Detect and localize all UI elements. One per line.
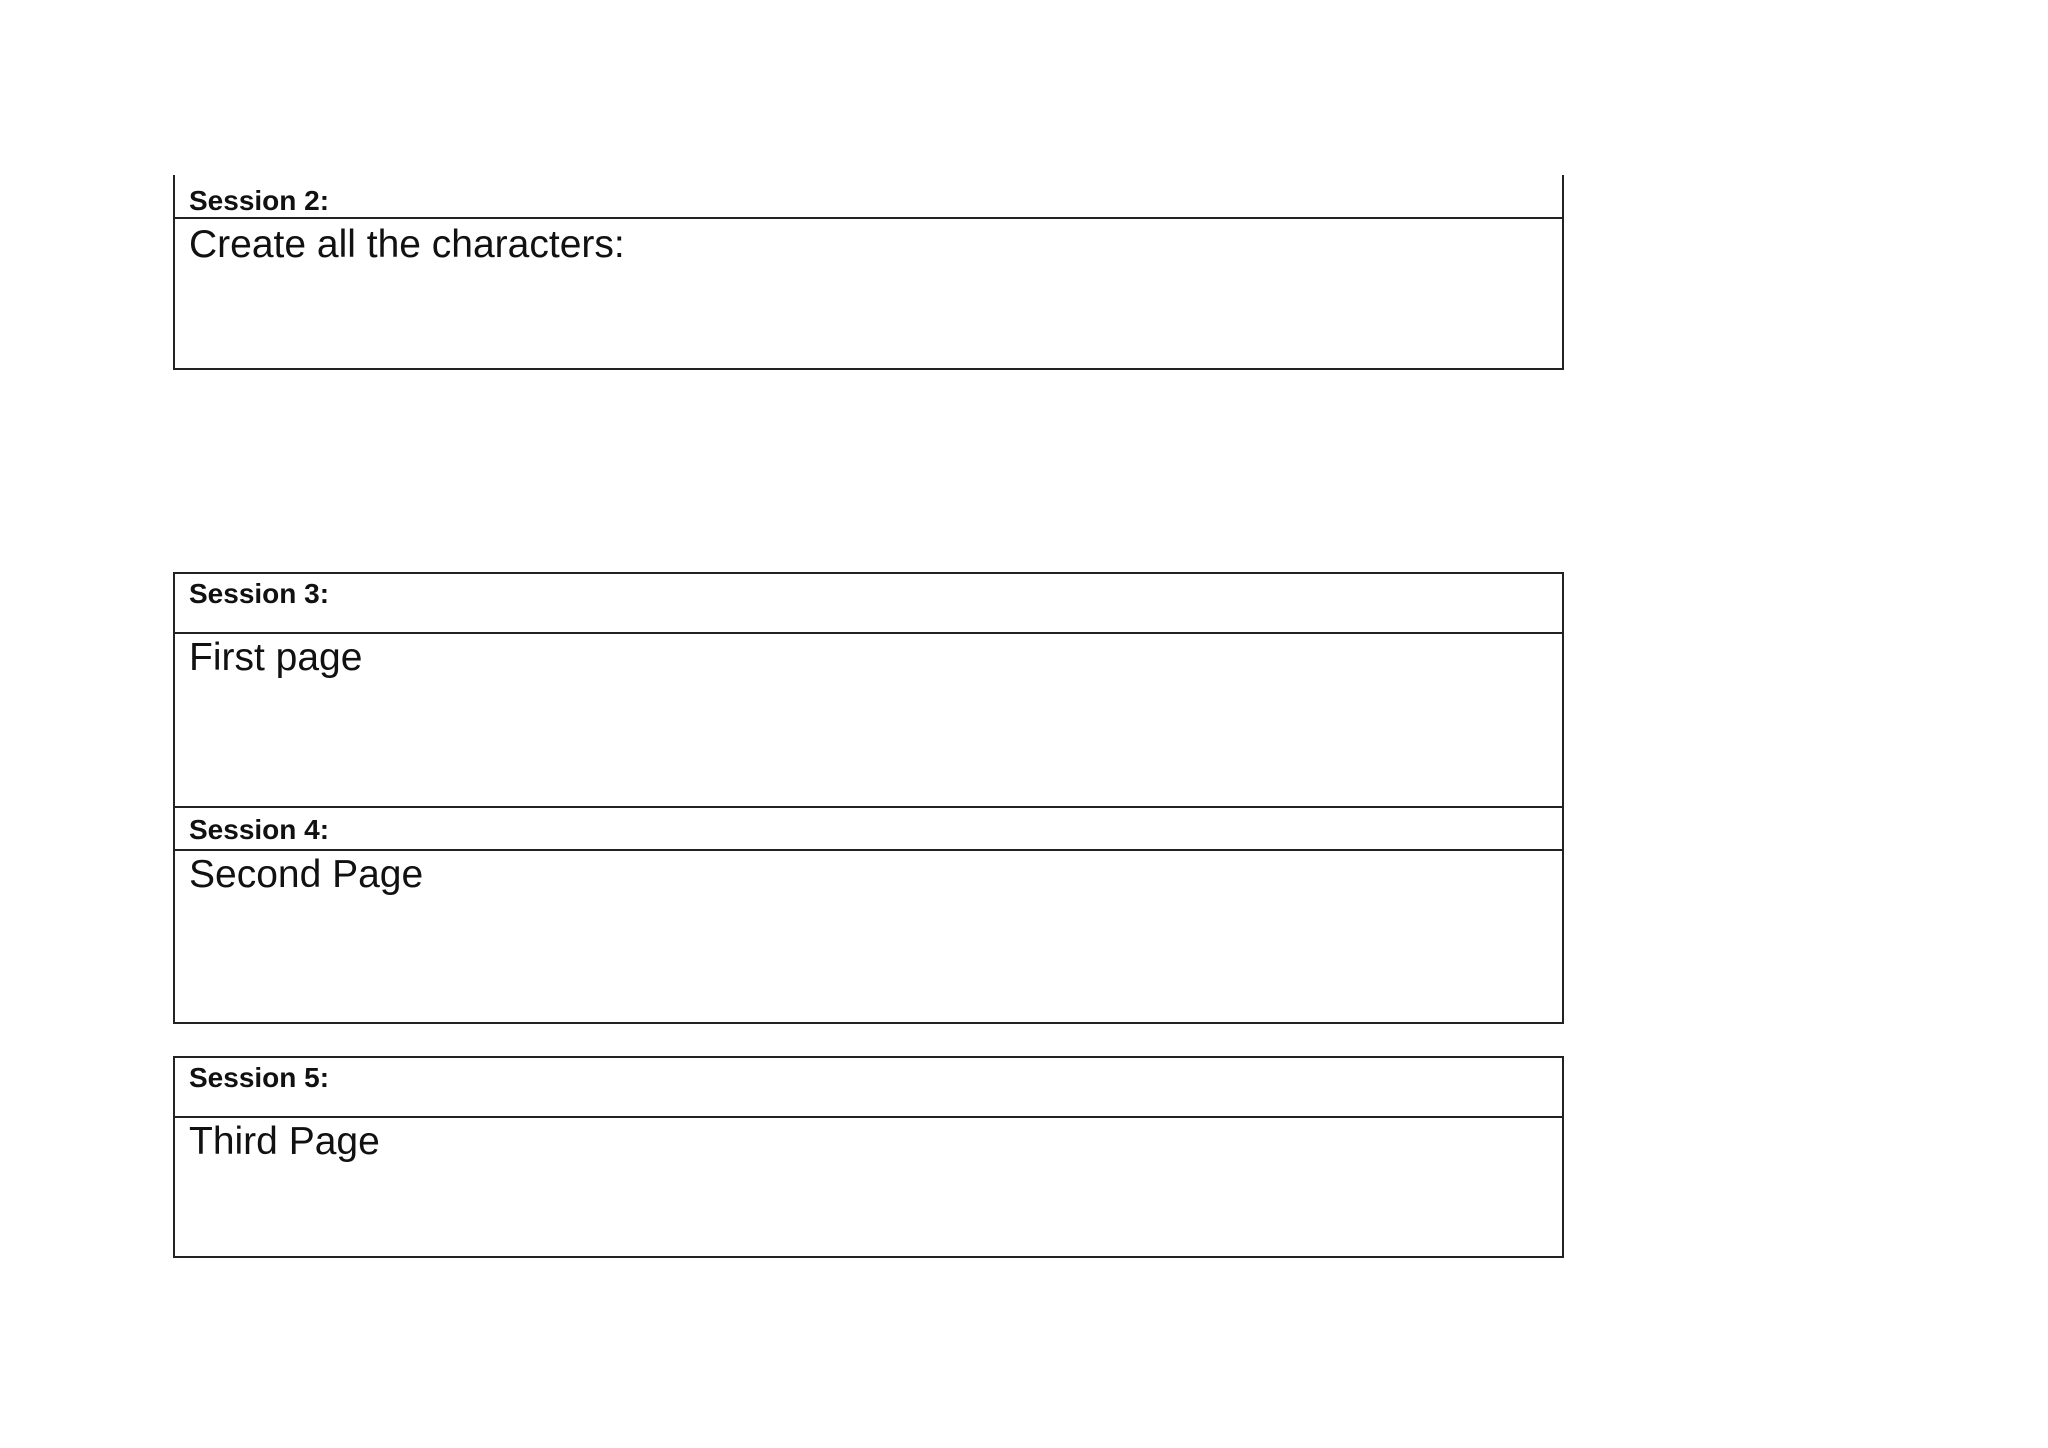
session-5-content-cell (173, 1118, 1564, 1258)
session-3-label-cell (173, 572, 1564, 634)
session-label: Session 3: (189, 578, 330, 609)
session-3-4-table (173, 572, 1564, 1024)
session-5-label-cell (173, 1056, 1564, 1118)
session-label: Session 2: (189, 185, 330, 216)
session-content: Create all the characters: (189, 223, 625, 266)
session-label: Session 4: (189, 814, 330, 845)
session-label: Session 5: (189, 1062, 330, 1093)
session-2-content-cell (173, 219, 1564, 370)
session-2-table (173, 175, 1564, 370)
session-content: Second Page (189, 853, 424, 896)
session-5-table (173, 1056, 1564, 1258)
session-4-label-cell (173, 808, 1564, 851)
session-3-content-cell (173, 634, 1564, 808)
session-content: First page (189, 636, 363, 679)
session-4-content-cell (173, 851, 1564, 1024)
session-content: Third Page (189, 1120, 380, 1163)
session-2-label-cell (173, 175, 1564, 219)
